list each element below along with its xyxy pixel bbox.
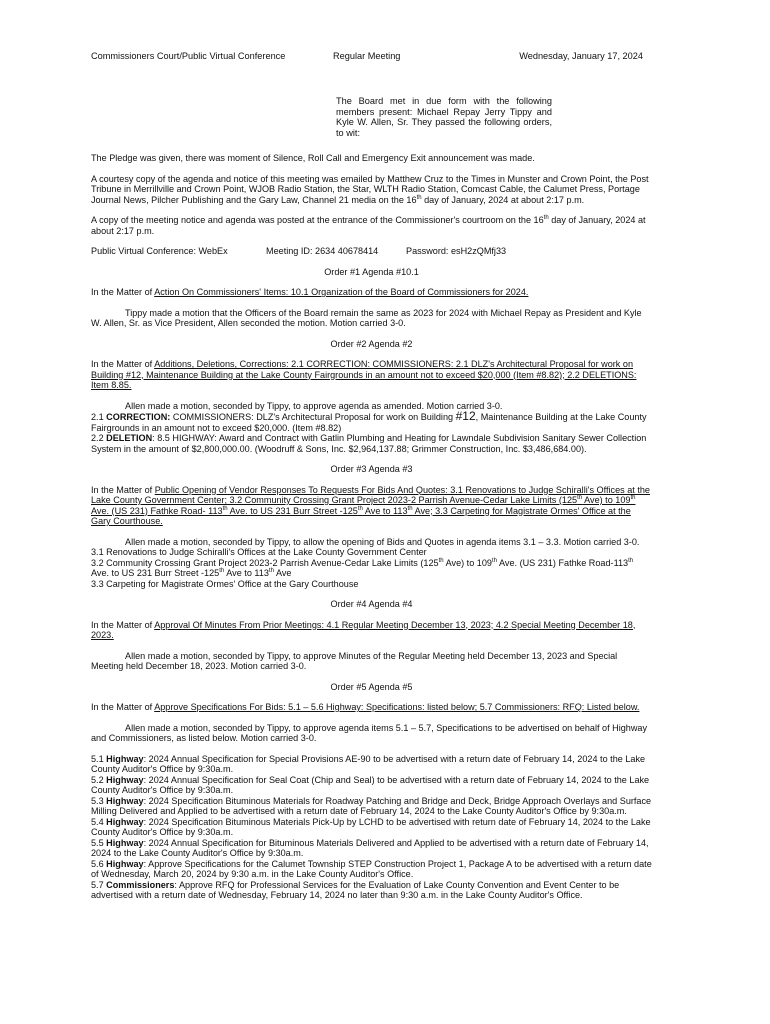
order5-item: 5.7 Commissioners: Approve RFQ for Professional Services for the Evaluation of Lake County Convention and Event Center to be advertised with a return date of Wednesday, February 14, 2024 no later than 9:30 a.m. in the Lake County Auditor's Office. [91, 879, 620, 900]
order4-motion: Allen made a motion, seconded by Tippy, to approve Minutes of the Regular Meeting held December 13, 2023 and Special Meeting held December 18, 2023. Motion carried 3-0. [91, 650, 618, 671]
posted-paragraph: A copy of the meeting notice and agenda was posted at the entrance of the Commissioner's courtroom on the 16th day of January, 2024 at about 2:17 p.m. [91, 214, 646, 236]
order5-item: 5.5 Highway: 2024 Annual Specification for Bituminous Materials Delivered and Applied to be advertised with a return date of February 14, 2024 to the Lake County Auditor's Office by 9:30a.m. [91, 837, 649, 858]
order4-heading: Order #4 Agenda #4 [330, 599, 413, 609]
header-meeting-type: Regular Meeting [333, 51, 401, 61]
order3-item-1: 3.1 Renovations to Judge Schiralli's Offices at the Lake County Government Center [91, 547, 427, 557]
order2-motion: Allen made a motion, seconded by Tippy, to approve agenda as amended. Motion carried 3-0. [125, 400, 503, 411]
conference-info [91, 246, 652, 257]
order3-motion: Allen made a motion, seconded by Tippy, to allow the opening of Bids and Quotes in agenda items 3.1 – 3.3. Motion carried 3-0. [125, 536, 640, 547]
order5-item: 5.3 Highway: 2024 Specification Bituminous Materials for Roadway Patching and Bridge and Deck, Bridge Approach Overlays and Surface Milling Delivered and Applied to be advertised with a return date of February 14, 2024 to the Lake County Auditor's Office by 9:30a.m. [91, 795, 652, 816]
header-court-title: Commissioners Court/Public Virtual Conference [91, 51, 286, 61]
order1-heading: Order #1 Agenda #10.1 [324, 266, 419, 277]
order5-item: 5.2 Highway: 2024 Annual Specification for Seal Coat (Chip and Seal) to be advertised with a return date of February 14, 2024 to the Lake County Auditor's Office by 9:30a.m. [91, 774, 650, 795]
meeting-id: Meeting ID: 2634 40678414 [266, 246, 379, 256]
order2-correction: 2.1 CORRECTION: COMMISSIONERS: DLZ's Architectural Proposal for work on Building #12, Maintenance Building at the Lake County Fairgrounds in an amount not to exceed $20,000. (Item #8.82) [91, 409, 647, 433]
order3-matter: In the Matter of Public Opening of Vendor Responses To Requests For Bids And Quotes: 3.1 Renovations to Judge Schiralli's Offices at the Lake County Government Center; 3.2 Community Crossing Grant Project 2023-2 Parrish Avenue-Cedar Lake Limits (125th Ave) to 109th Ave. (US 231) Fathke Road- 113th Ave. to US 231 Burr Street -125th Ave to 113th Ave; 3.3 Carpeting for Magistrate Ormes' Office at the Gary Courthouse. [91, 484, 650, 526]
order2-matter: In the Matter of Additions, Deletions, Corrections: 2.1 CORRECTION: COMMISSIONERS: 2.1 DLZ's Architectural Proposal for work on Building #12, Maintenance Building at the Lake County Fairgrounds in an amount not to exceed $20,000 (Item #8.82); 2.2 DELETIONS: Item 8.85. [91, 359, 637, 390]
order1-motion: Tippy made a motion that the Officers of the Board remain the same as 2023 for 2024 with Michael Repay as President and Kyle W. Allen, Sr. as Vice President, Allen seconded the motion. Motion carried 3-0. [91, 307, 642, 328]
order3-item-2: 3.2 Community Crossing Grant Project 2023-2 Parrish Avenue-Cedar Lake Limits (125th Ave) to 109th Ave. (US 231) Fathke Road-113th Ave. to US 231 Burr Street -125th Ave to 113th Ave [91, 557, 634, 578]
order3-item-3: 3.3 Carpeting for Magistrate Ormes' Office at the Gary Courthouse [91, 578, 359, 589]
order5-item: 5.1 Highway: 2024 Annual Specification for Special Provisions AE-90 to be advertised with a return date of February 14, 2024 to the Lake County Auditor's Office by 9:30a.m. [91, 753, 646, 774]
order5-item: 5.6 Highway: Approve Specifications for the Calumet Township STEP Construction Project 1, Package A to be advertised with a return date of Wednesday, March 20, 2024 by 9:30 a.m. in the Lake County Auditor's Office. [91, 858, 652, 879]
order1-matter: In the Matter of Action On Commissioners' Items: 10.1 Organization of the Board of Commissioners for 2024. [91, 287, 529, 297]
order5-item: 5.4 Highway: 2024 Specification Bituminous Materials Pick-Up by LCHD to be advertised with return date of February 14, 2024 to the Lake County Auditor's Office by 9:30a.m. [91, 816, 651, 837]
conference-platform: Public Virtual Conference: WebEx [91, 246, 228, 256]
order2-deletion: 2.2 DELETION: 8.5 HIGHWAY: Award and Contract with Gatlin Plumbing and Heating for Lawndale Subdivision Sanitary Sewer Collection System in the amount of $2,800,000.00. (Woodruff & Sons, Inc. $2,964,137.88; Grimmer Construction, Inc. $3,486,684.00). [91, 433, 647, 454]
order3-heading: Order #3 Agenda #3 [330, 464, 413, 474]
order5-matter: In the Matter of Approve Specifications For Bids: 5.1 – 5.6 Highway: Specifications: listed below; 5.7 Commissioners: RFQ: Listed below. [91, 702, 640, 712]
header-meeting-date: Wednesday, January 17, 2024 [519, 51, 643, 61]
order5-items [91, 754, 652, 901]
order2-heading: Order #2 Agenda #2 [330, 338, 413, 349]
meeting-password: Password: esH2zQMfj33 [406, 246, 507, 256]
minutes-body [91, 153, 652, 901]
courtesy-paragraph: A courtesy copy of the agenda and notice of this meeting was emailed by Matthew Cruz to the Times in Munster and Crown Point, the Post Tribune in Merrillville and Crown Point, WJOB Radio Station, the Star, WLTH Radio Station, Comcast Cable, the Calumet Press, Portage Journal News, Pilcher Publishing and the Gary Law, Channel 21 media on the 16th day of January, 2024 at about 2:17 p.m. [91, 173, 649, 205]
pledge-paragraph: The Pledge was given, there was moment of Silence, Roll Call and Emergency Exit announcement was made. [91, 153, 535, 163]
order4-matter: In the Matter of Approval Of Minutes From Prior Meetings: 4.1 Regular Meeting December 13, 2023; 4.2 Special Meeting December 18, 2023. [91, 619, 636, 640]
intro-paragraph: The Board met in due form with the following members present: Michael Repay Jerry Tippy and Kyle W. Allen, Sr. They passed the following orders, to wit: [336, 96, 552, 138]
order5-heading: Order #5 Agenda #5 [330, 681, 413, 692]
order5-motion: Allen made a motion, seconded by Tippy, to approve agenda items 5.1 – 5.7, Specifications to be advertised on behalf of Highway and Commissioners, as listed below. Motion carried 3-0. [91, 722, 648, 743]
